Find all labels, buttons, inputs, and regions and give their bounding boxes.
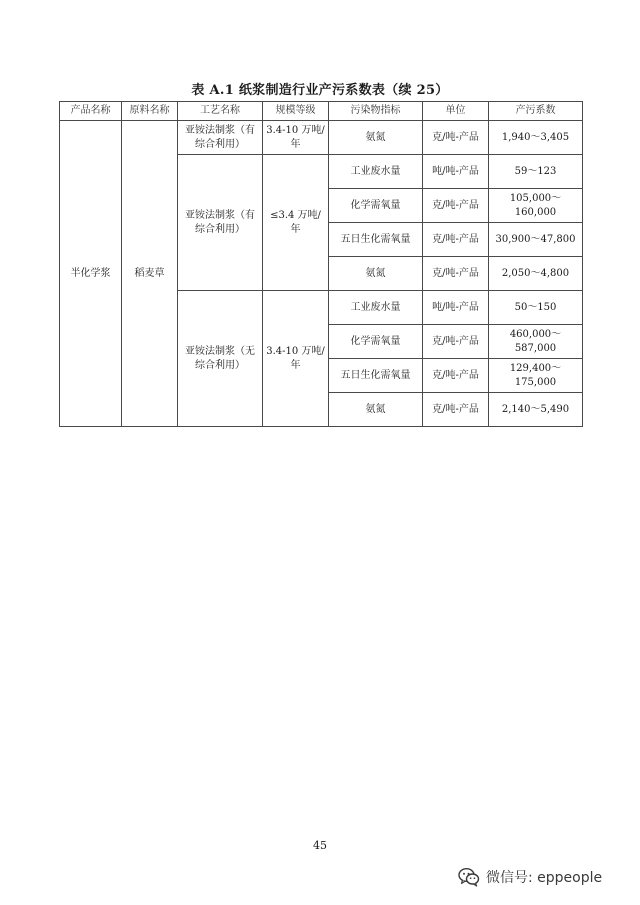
table-row <box>60 121 583 155</box>
coefficient-cell: 129,400～175,000 <box>489 359 583 393</box>
header-unit: 单位 <box>423 102 489 121</box>
coefficient-cell: 460,000～587,000 <box>489 325 583 359</box>
indicator-cell: 氨氮 <box>329 393 423 427</box>
header-product: 产品名称 <box>60 102 122 121</box>
unit-cell: 吨/吨-产品 <box>423 155 489 189</box>
unit-cell: 克/吨-产品 <box>423 223 489 257</box>
watermark-text: 微信号: eppeople <box>486 870 603 886</box>
scale-cell: 3.4-10 万吨/年 <box>263 121 329 155</box>
unit-cell: 克/吨-产品 <box>423 121 489 155</box>
unit-cell: 克/吨-产品 <box>423 257 489 291</box>
material-cell: 稻麦草 <box>122 121 178 427</box>
scale-cell: ≤3.4 万吨/年 <box>263 155 329 291</box>
indicator-cell: 五日生化需氧量 <box>329 359 423 393</box>
indicator-cell: 氨氮 <box>329 121 423 155</box>
coefficient-cell: 2,050～4,800 <box>489 257 583 291</box>
pollution-coefficient-table <box>59 101 583 427</box>
unit-cell: 克/吨-产品 <box>423 393 489 427</box>
indicator-cell: 化学需氧量 <box>329 325 423 359</box>
unit-cell: 克/吨-产品 <box>423 359 489 393</box>
header-material: 原料名称 <box>122 102 178 121</box>
coefficient-cell: 105,000～160,000 <box>489 189 583 223</box>
wechat-watermark <box>458 866 602 888</box>
indicator-cell: 工业废水量 <box>329 291 423 325</box>
wechat-icon <box>458 867 480 887</box>
coefficient-cell: 2,140～5,490 <box>489 393 583 427</box>
coefficient-cell: 1,940～3,405 <box>489 121 583 155</box>
indicator-cell: 五日生化需氧量 <box>329 223 423 257</box>
unit-cell: 克/吨-产品 <box>423 189 489 223</box>
table-caption: 表 A.1 纸浆制造行业产污系数表（续 25） <box>191 83 449 98</box>
scale-cell: 3.4-10 万吨/年 <box>263 291 329 427</box>
process-cell: 亚铵法制浆（有综合利用） <box>178 121 263 155</box>
coefficient-cell: 59～123 <box>489 155 583 189</box>
unit-cell: 吨/吨-产品 <box>423 291 489 325</box>
header-indicator: 污染物指标 <box>329 102 423 121</box>
page-number: 45 <box>313 839 327 852</box>
unit-cell: 克/吨-产品 <box>423 325 489 359</box>
indicator-cell: 化学需氧量 <box>329 189 423 223</box>
indicator-cell: 氨氮 <box>329 257 423 291</box>
coefficient-cell: 30,900～47,800 <box>489 223 583 257</box>
process-cell: 亚铵法制浆（无综合利用） <box>178 291 263 427</box>
header-scale: 规模等级 <box>263 102 329 121</box>
process-cell: 亚铵法制浆（有综合利用） <box>178 155 263 291</box>
header-process: 工艺名称 <box>178 102 263 121</box>
indicator-cell: 工业废水量 <box>329 155 423 189</box>
coefficient-cell: 50～150 <box>489 291 583 325</box>
product-cell: 半化学浆 <box>60 121 122 427</box>
table-header-row <box>60 102 583 121</box>
header-coefficient: 产污系数 <box>489 102 583 121</box>
